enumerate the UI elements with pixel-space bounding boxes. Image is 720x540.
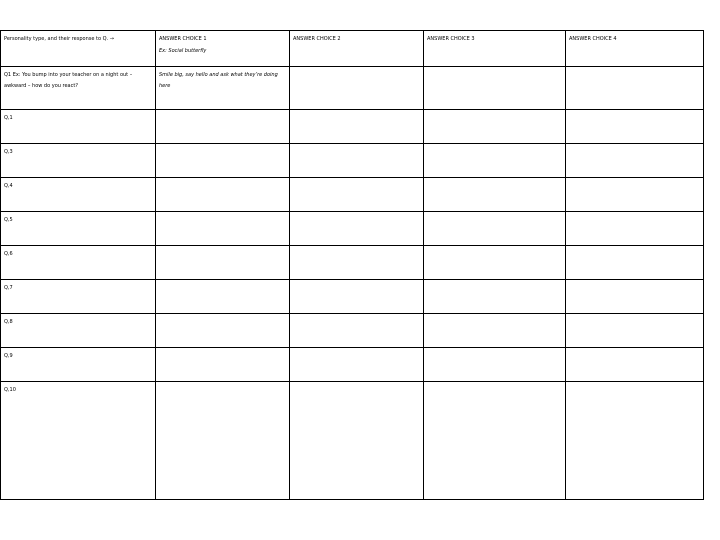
table-row bbox=[1, 246, 704, 280]
answer-cell[interactable] bbox=[156, 246, 290, 280]
answer-cell[interactable] bbox=[566, 348, 704, 382]
answer-cell[interactable] bbox=[424, 110, 566, 144]
answer-cell[interactable] bbox=[424, 280, 566, 314]
header-answer-choice-4: ANSWER CHOICE 4 bbox=[566, 31, 704, 67]
table-row-example bbox=[1, 67, 704, 110]
answer-cell[interactable] bbox=[424, 348, 566, 382]
answer-cell[interactable] bbox=[290, 144, 424, 178]
question-label-cell: Q,10 bbox=[1, 382, 156, 500]
answer-cell[interactable] bbox=[566, 246, 704, 280]
answer-cell[interactable] bbox=[156, 144, 290, 178]
answer-cell[interactable] bbox=[566, 382, 704, 500]
answer-cell[interactable] bbox=[424, 314, 566, 348]
answer-cell[interactable] bbox=[424, 144, 566, 178]
answer-cell[interactable] bbox=[566, 212, 704, 246]
table-row bbox=[1, 280, 704, 314]
question-label-cell: Q,1 bbox=[1, 110, 156, 144]
question-label-cell: Q,6 bbox=[1, 246, 156, 280]
answer-cell[interactable] bbox=[566, 314, 704, 348]
table-header-row bbox=[1, 31, 704, 67]
question-label-cell: Q,5 bbox=[1, 212, 156, 246]
answer-cell[interactable] bbox=[424, 246, 566, 280]
answer-cell[interactable] bbox=[290, 110, 424, 144]
table-row bbox=[1, 314, 704, 348]
answer-cell[interactable] bbox=[566, 144, 704, 178]
answer-cell[interactable] bbox=[156, 280, 290, 314]
answer-cell[interactable] bbox=[424, 212, 566, 246]
table-row bbox=[1, 110, 704, 144]
answer-cell[interactable] bbox=[290, 280, 424, 314]
answer-cell[interactable] bbox=[566, 280, 704, 314]
answer-cell[interactable] bbox=[290, 348, 424, 382]
answer-cell[interactable] bbox=[424, 178, 566, 212]
header-answer-choice-2: ANSWER CHOICE 2 bbox=[290, 31, 424, 67]
example-answer-1-cell: Smile big, say hello and ask what they’re doing here bbox=[156, 67, 290, 110]
table-row bbox=[1, 178, 704, 212]
answer-cell[interactable] bbox=[290, 246, 424, 280]
question-label-cell: Q,4 bbox=[1, 178, 156, 212]
answer-cell[interactable] bbox=[156, 178, 290, 212]
example-answer-2-cell[interactable] bbox=[290, 67, 424, 110]
table-row bbox=[1, 144, 704, 178]
answer-cell[interactable] bbox=[156, 382, 290, 500]
header-personality-type: Personality type, and their response to Q. → bbox=[1, 31, 156, 67]
question-label-cell: Q,3 bbox=[1, 144, 156, 178]
table-row bbox=[1, 382, 704, 500]
answer-cell[interactable] bbox=[566, 110, 704, 144]
answer-cell[interactable] bbox=[156, 348, 290, 382]
answer-cell[interactable] bbox=[424, 382, 566, 500]
example-answer-3-cell[interactable] bbox=[424, 67, 566, 110]
example-question-cell: Q1 Ex: You bump into your teacher on a night out – awkward – how do you react? bbox=[1, 67, 156, 110]
header-answer-choice-3: ANSWER CHOICE 3 bbox=[424, 31, 566, 67]
answer-cell[interactable] bbox=[290, 382, 424, 500]
question-label-cell: Q,9 bbox=[1, 348, 156, 382]
answer-choice-1-example: Ex: Social butterfly bbox=[159, 48, 207, 54]
answer-cell[interactable] bbox=[156, 110, 290, 144]
example-answer-4-cell[interactable] bbox=[566, 67, 704, 110]
answer-cell[interactable] bbox=[156, 212, 290, 246]
answer-cell[interactable] bbox=[290, 314, 424, 348]
answer-cell[interactable] bbox=[156, 314, 290, 348]
answer-cell[interactable] bbox=[566, 178, 704, 212]
answer-cell[interactable] bbox=[290, 212, 424, 246]
answer-cell[interactable] bbox=[290, 178, 424, 212]
question-label-cell: Q,7 bbox=[1, 280, 156, 314]
personality-quiz-table bbox=[0, 30, 704, 500]
header-answer-choice-1: ANSWER CHOICE 1 Ex: Social butterfly bbox=[156, 31, 290, 67]
question-label-cell: Q,8 bbox=[1, 314, 156, 348]
table-row bbox=[1, 212, 704, 246]
table-row bbox=[1, 348, 704, 382]
